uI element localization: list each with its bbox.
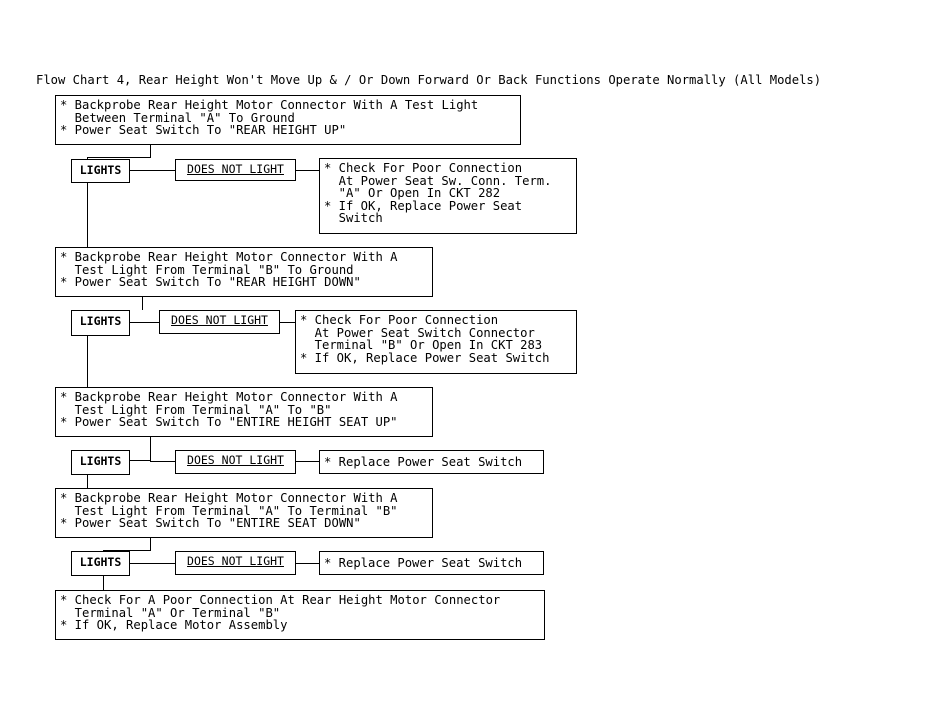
connector-line [150, 461, 175, 462]
connector-line [296, 563, 319, 564]
connector-line [130, 563, 175, 564]
step-4-line: * Backprobe Rear Height Motor Connector With A [60, 491, 398, 505]
connector-line [87, 183, 88, 247]
step-1-line: * Backprobe Rear Height Motor Connector With A Test Light [60, 98, 479, 112]
step-1-result-box [319, 158, 577, 234]
connector-line [150, 437, 151, 461]
step-2-no-light-box [159, 310, 280, 334]
step-3-result-line: * Replace Power Seat Switch [324, 455, 523, 469]
step-1-line: * Power Seat Switch To "REAR HEIGHT UP" [60, 123, 347, 138]
step-3-no-light-box [175, 450, 296, 474]
connector-line [296, 461, 319, 462]
final-step-line: * Check For A Poor Connection At Rear Height Motor Connector [60, 593, 501, 607]
step-2-result-line: * Check For Poor Connection [300, 313, 499, 327]
connector-line [130, 170, 175, 171]
step-1-result-line: At Power Seat Sw. Conn. Term. [324, 173, 552, 188]
step-1-line: Between Terminal "A" To Ground [60, 110, 295, 125]
final-step-line: * If OK, Replace Motor Assembly [60, 618, 288, 633]
step-4-line: * Power Seat Switch To "ENTIRE SEAT DOWN" [60, 516, 361, 531]
connector-line [87, 157, 151, 158]
step-4-lights-box: LIGHTS [71, 551, 130, 576]
step-2-result-box [295, 310, 577, 374]
final-step-box [55, 590, 545, 640]
step-3-lights-box: LIGHTS [71, 450, 130, 475]
step-2-line: Test Light From Terminal "B" To Ground [60, 262, 354, 277]
step-1-no-light-label: DOES NOT LIGHT [187, 162, 284, 176]
connector-line [87, 475, 88, 488]
step-4-no-light-label: DOES NOT LIGHT [187, 554, 284, 568]
step-3-line: Test Light From Terminal "A" To "B" [60, 402, 332, 417]
step-3-result-box [319, 450, 544, 474]
connector-line [280, 322, 295, 323]
step-1-result-line: "A" Or Open In CKT 282 [324, 186, 501, 201]
connector-line [87, 336, 88, 387]
step-4-result-box [319, 551, 544, 575]
step-3-line: * Power Seat Switch To "ENTIRE HEIGHT SEAT UP" [60, 415, 398, 430]
step-4-line: Test Light From Terminal "A" To Terminal "B" [60, 503, 398, 518]
final-step-line: Terminal "A" Or Terminal "B" [60, 605, 281, 620]
step-4-no-light-box [175, 551, 296, 575]
step-2-result-line: * If OK, Replace Power Seat Switch [300, 350, 550, 365]
step-3-no-light-label: DOES NOT LIGHT [187, 453, 284, 467]
step-1-lights-box: LIGHTS [71, 159, 130, 183]
step-1-no-light-box [175, 159, 296, 181]
step-2-line: * Backprobe Rear Height Motor Connector With A [60, 250, 398, 264]
step-1-result-line: * If OK, Replace Power Seat [324, 198, 523, 213]
step-2-no-light-label: DOES NOT LIGHT [171, 313, 268, 327]
chart-title: Flow Chart 4, Rear Height Won't Move Up & / Or Down Forward Or Back Functions Operate Normally (All Models) [36, 73, 822, 87]
connector-line [142, 297, 143, 310]
connector-line [130, 322, 159, 323]
step-1-box [55, 95, 521, 145]
step-4-box [55, 488, 433, 538]
step-4-result-line: * Replace Power Seat Switch [324, 556, 523, 570]
step-2-box [55, 247, 433, 297]
connector-line [103, 576, 104, 590]
step-1-result-line: Switch [324, 211, 383, 226]
step-2-result-line: Terminal "B" Or Open In CKT 283 [300, 338, 543, 353]
step-2-lights-box: LIGHTS [71, 310, 130, 336]
connector-line [296, 170, 319, 171]
step-1-result-line: * Check For Poor Connection [324, 161, 523, 175]
step-3-line: * Backprobe Rear Height Motor Connector With A [60, 390, 398, 404]
step-2-result-line: At Power Seat Switch Connector [300, 325, 535, 340]
connector-line [130, 460, 151, 461]
step-3-box [55, 387, 433, 437]
step-2-line: * Power Seat Switch To "REAR HEIGHT DOWN" [60, 275, 361, 290]
